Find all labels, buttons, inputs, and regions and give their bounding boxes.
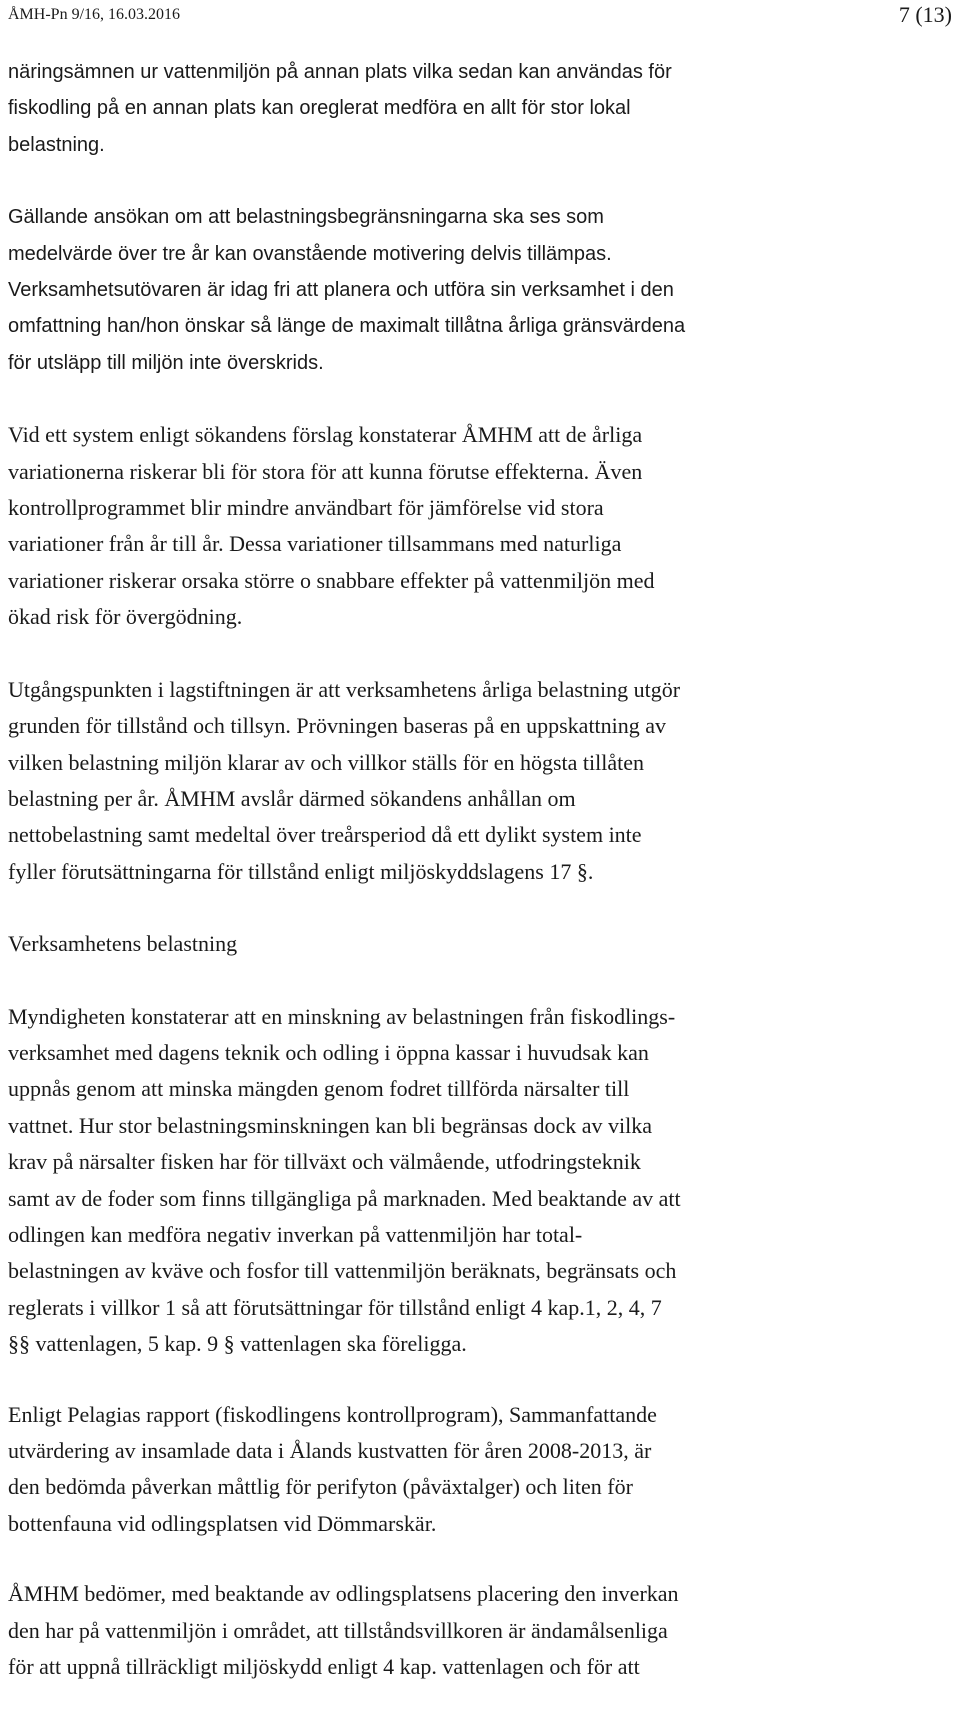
paragraph-5 [8, 999, 888, 1363]
text-line: för utsläpp till miljön inte överskrids. [8, 351, 324, 374]
text-line: vattnet. Hur stor belastningsminskningen kan bli begränsas dock av vilka [8, 1112, 652, 1138]
text-line: fyller förutsättningarna för tillstånd enligt miljöskyddslagens 17 §. [8, 858, 594, 884]
text-line: verksamhet med dagens teknik och odling i öppna kassar i huvudsak kan [8, 1039, 649, 1065]
heading-text: Verksamhetens belastning [8, 931, 238, 957]
text-line: medelvärde över tre år kan ovanstående motivering delvis tillämpas. [8, 242, 612, 265]
text-line: Enligt Pelagias rapport (fiskodlingens kontrollprogram), Sammanfattande [8, 1401, 657, 1427]
text-line: odlingen kan medföra negativ inverkan på vattenmiljön har total- [8, 1221, 583, 1247]
text-line: belastningen av kväve och fosfor till vattenmiljön beräknats, begränsats och [8, 1258, 677, 1284]
text-line: §§ vattenlagen, 5 kap. 9 § vattenlagen ska föreligga. [8, 1331, 467, 1357]
text-line: kontrollprogrammet blir mindre användbart för jämförelse vid stora [8, 495, 604, 521]
text-line: utvärdering av insamlade data i Ålands kustvatten för åren 2008-2013, är [8, 1438, 652, 1463]
text-line: för att uppnå tillräckligt miljöskydd enligt 4 kap. vattenlagen och för att [8, 1654, 640, 1680]
paragraph-3 [8, 417, 888, 635]
text-line: den har på vattenmiljön i området, att tillståndsvillkoren är ändamålsenliga [8, 1617, 668, 1643]
text-line: variationer riskerar orsaka större o snabbare effekter på vattenmiljön med [8, 567, 655, 593]
page-number: 7 (13) [898, 2, 952, 27]
text-line: belastning per år. ÅMHM avslår därmed sökandens anhållan om [8, 785, 576, 811]
text-line: näringsämnen ur vattenmiljön på annan plats vilka sedan kan användas för [8, 61, 672, 83]
text-line: ÅMHM bedömer, med beaktande av odlingsplatsens placering den inverkan [8, 1581, 679, 1607]
text-line: Verksamhetsutövaren är idag fri att planera och utföra sin verksamhet i den [8, 279, 674, 302]
paragraph-2 [8, 199, 888, 381]
text-line: grunden för tillstånd och tillsyn. Prövningen baseras på en uppskattning av [8, 713, 667, 739]
text-line: den bedömda påverkan måttlig för perifyton (påväxtalger) och liten för [8, 1474, 633, 1500]
text-line: belastning. [8, 133, 105, 156]
text-line: ökad risk för övergödning. [8, 604, 243, 630]
text-line: vilken belastning miljön klarar av och villkor ställs för en högsta tillåten [8, 749, 645, 775]
text-line: variationer från år till år. Dessa variationer tillsammans med naturliga [8, 531, 622, 557]
text-line: variationerna riskerar bli för stora för att kunna förutse effekterna. Även [8, 458, 643, 484]
section-heading [8, 926, 888, 962]
text-line: reglerats i villkor 1 så att förutsättningar för tillstånd enligt 4 kap.1, 2, 4, 7 [8, 1294, 662, 1320]
document-reference: ÅMH-Pn 9/16, 16.03.2016 [8, 6, 181, 23]
text-line: bottenfauna vid odlingsplatsen vid Dömmarskär. [8, 1510, 437, 1536]
text-line: Gällande ansökan om att belastningsbegränsningarna ska ses som [8, 206, 604, 229]
text-line: Vid ett system enligt sökandens förslag konstaterar ÅMHM att de årliga [8, 422, 643, 448]
paragraph-1 [8, 54, 888, 163]
paragraph-7 [8, 1576, 888, 1685]
text-line: Myndigheten konstaterar att en minskning av belastningen från fiskodlings- [8, 1003, 676, 1029]
text-line: krav på närsalter fisken har för tillväxt och välmående, utfodringsteknik [8, 1149, 641, 1175]
text-line: Utgångspunkten i lagstiftningen är att verksamhetens årliga belastning utgör [8, 676, 681, 702]
document-body [8, 54, 888, 1685]
paragraph-6 [8, 1397, 888, 1543]
text-line: samt av de foder som finns tillgängliga på marknaden. Med beaktande av att [8, 1185, 681, 1211]
paragraph-4 [8, 672, 888, 890]
text-line: omfattning han/hon önskar så länge de maximalt tillåtna årliga gränsvärdena [8, 315, 686, 338]
text-line: nettobelastning samt medeltal över treårsperiod då ett dylikt system inte [8, 822, 642, 848]
text-line: uppnås genom att minska mängden genom fodret tillförda närsalter till [8, 1076, 630, 1102]
text-line: fiskodling på en annan plats kan oreglerat medföra en allt för stor lokal [8, 97, 631, 120]
